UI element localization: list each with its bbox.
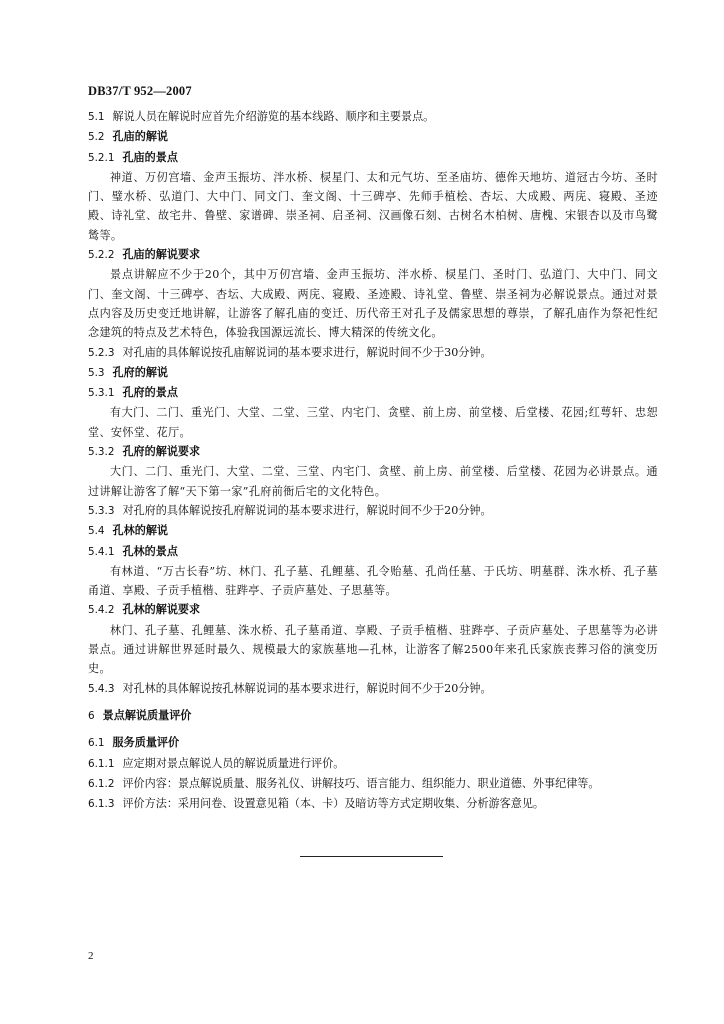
section-number: 5.2.2 (88, 249, 115, 262)
section-number: 6.1 (88, 737, 105, 750)
section-title: 孔庙的解说 (112, 130, 169, 144)
section-heading (88, 363, 658, 383)
section-number: 5.4.2 (88, 604, 115, 617)
section-heading (88, 148, 658, 168)
section-heading (88, 383, 658, 403)
section-clause (88, 679, 658, 699)
section-clause (88, 794, 658, 814)
section-heading (88, 127, 658, 147)
page-number: 2 (88, 950, 94, 962)
section-number: 5.2.3 (88, 346, 115, 359)
section-text: 评价内容：景点解说质量、服务礼仪、讲解技巧、语言能力、组织能力、职业道德、外事纪律等。 (122, 776, 600, 790)
section-heading (88, 733, 658, 753)
section-body-text: 神道、万仞宫墙、金声玉振坊、泮水桥、棂星门、太和元气坊、至圣庙坊、德侔天地坊、道冠古今坊、圣时门、璧水桥、弘道门、大中门、同文门、奎文阁、十三碑亭、先师手植桧、杏坛、大成殿、两庑、寝殿、圣迹殿、诗礼堂、故宅井、鲁壁、家谱碑、崇圣祠、启圣祠、汉画像石刻、古树名木柏树、唐槐、宋银杏以及市鸟鹭鸶等。 (88, 170, 658, 242)
section-heading (88, 521, 658, 541)
section-title: 景点解说质量评价 (102, 708, 192, 722)
section-title: 孔林的景点 (122, 544, 178, 558)
section-text: 对孔林的具体解说按孔林解说词的基本要求进行，解说时间不少于20分钟。 (122, 681, 492, 695)
section-clause (88, 107, 658, 127)
section-title: 孔林的解说要求 (122, 603, 201, 617)
section-number: 5.4.1 (88, 545, 115, 558)
section-title: 孔府的解说 (112, 365, 169, 379)
section-heading (88, 442, 658, 462)
section-body-text: 大门、二门、重光门、大堂、二堂、三堂、内宅门、贪壁、前上房、前堂楼、后堂楼、花园为必讲景点。通过讲解让游客了解“天下第一家”孔府前衙后宅的文化特色。 (88, 465, 658, 498)
section-title: 孔林的解说 (112, 524, 169, 538)
section-number: 5.3.1 (88, 387, 115, 400)
end-divider (300, 856, 443, 857)
section-number: 6.1.2 (88, 777, 115, 790)
section-text: 对孔府的具体解说按孔府解说词的基本要求进行，解说时间不少于20分钟。 (122, 503, 492, 517)
section-title: 孔庙的景点 (122, 150, 178, 164)
section-body-text: 有大门、二门、重光门、大堂、二堂、三堂、内宅门、贪壁、前上房、前堂楼、后堂楼、花园;红萼轩、忠恕堂、安怀堂、花厅。 (88, 406, 658, 439)
section-number: 6 (88, 709, 95, 722)
document-body (88, 107, 658, 814)
section-body-text: 景点讲解应不少于20个，其中万仞宫墙、金声玉振坊、泮水桥、棂星门、圣时门、弘道门、大中门、同文门、奎文阁、十三碑亭、杏坛、大成殿、两庑、寝殿、圣迹殿、诗礼堂、鲁壁、崇圣祠为必解说景点。通过对景点内容及历史变迁地讲解，让游客了解孔庙的变迁、历代帝王对孔子及儒家思想的尊崇，了解孔庙作为祭祀性纪念建筑的特点及艺术特色，体验我国源远流长、博大精深的传统文化。 (88, 268, 658, 340)
section-body-text: 林门、孔子墓、孔鲤墓、洙水桥、孔子墓甬道、享殿、子贡手植楷、驻跸亭、子贡庐墓处、子思墓等为必讲景点。通过讲解世界延时最久、规模最大的家族墓地—孔林，让游客了解2500年来孔氏家族丧葬习俗的演变历史。 (88, 623, 658, 676)
section-title: 孔庙的解说要求 (122, 248, 201, 262)
section-number: 5.3.3 (88, 504, 115, 517)
section-heading (88, 245, 658, 265)
section-clause (88, 343, 658, 363)
section-text: 解说人员在解说时应首先介绍游览的基本线路、顺序和主要景点。 (112, 110, 435, 123)
section-title: 孔府的解说要求 (122, 445, 201, 459)
section-text: 对孔庙的具体解说按孔庙解说词的基本要求进行，解说时间不少于30分钟。 (122, 345, 492, 359)
section-heading (88, 600, 658, 620)
section-title: 服务质量评价 (112, 736, 180, 750)
section-number: 6.1.3 (88, 798, 115, 811)
section-number: 5.3.2 (88, 446, 115, 459)
section-heading (88, 542, 658, 562)
section-number: 6.1.1 (88, 757, 115, 770)
section-title: 孔府的景点 (122, 386, 178, 400)
section-text: 评价方法：采用问卷、设置意见箱（本、卡）及暗访等方式定期收集、分析游客意见。 (122, 797, 545, 811)
section-clause (88, 754, 658, 774)
section-number: 5.2 (88, 131, 105, 144)
section-clause (88, 501, 658, 521)
section-number: 5.1 (88, 111, 105, 123)
section-number: 5.2.1 (88, 151, 115, 164)
standard-code: DB37/T 952—2007 (88, 84, 192, 98)
section-number: 5.3 (88, 366, 105, 379)
section-body-text: 有林道、“万古长春”坊、林门、孔子墓、孔鲤墓、孔令贻墓、孔尚任墓、于氏坊、明墓群、洙水桥、孔子墓甬道、享殿、子贡手植楷、驻跸亭、子贡庐墓处、子思墓等。 (88, 564, 658, 598)
section-heading (88, 706, 658, 726)
section-number: 5.4 (88, 525, 105, 538)
section-clause (88, 774, 658, 794)
section-number: 5.4.3 (88, 682, 115, 695)
section-text: 应定期对景点解说人员的解说质量进行评价。 (122, 756, 345, 770)
